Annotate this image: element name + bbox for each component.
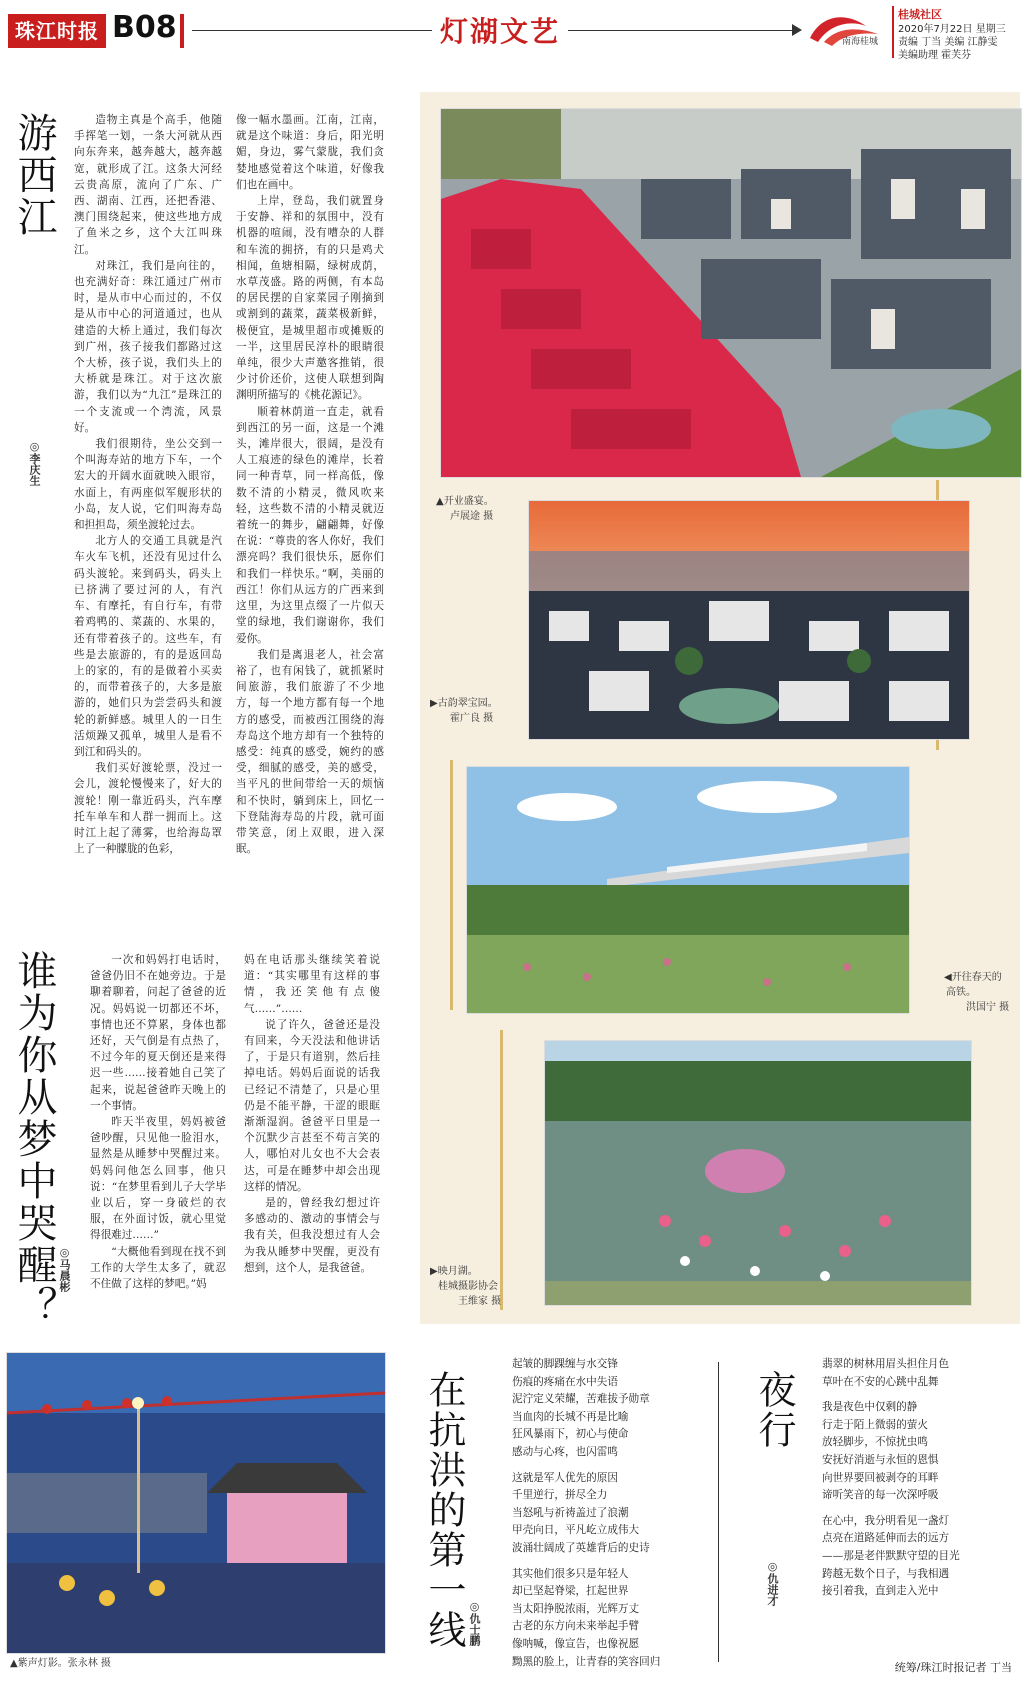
poem-line: 甲壳向日，平凡屹立成伟大 [512, 1524, 640, 1537]
paragraph: 妈在电话那头继续笑着说道：“其实哪里有这样的事情，我还笑他有点傻气……”…… [244, 954, 380, 1015]
caption-credit: 霍广良 摄 [450, 713, 494, 724]
article-column-1 [74, 112, 222, 902]
paragraph: 说了许久，爸爸还是没有回来，今天没法和他讲话了，于是只有道别，然后挂掉电话。妈妈后面说的话我已经记不清楚了，只是心里仍是不能平静，干涩的眼眶渐渐湿润。爸爸平日里是一个沉默少言甚至不苟言笑的人，哪怕对儿女也不大会表达，可是在睡梦中却会出现这样的情况。 [244, 1018, 380, 1193]
poem-stanza [822, 1356, 960, 1391]
poem-line: 伤痕的疼痛在水中失语 [512, 1375, 618, 1388]
assist-line: 美编助理 霍芙芬 [898, 50, 972, 61]
photo-garden [528, 500, 970, 740]
masthead: 珠江时报 [8, 14, 106, 48]
photo-railway [466, 766, 910, 1014]
caption-credit: 卢展途 摄 [450, 511, 494, 522]
article-column-2 [236, 112, 384, 902]
poem-line: 安抚好消逝与永恒的恩惧 [822, 1453, 939, 1466]
article-column-3 [90, 952, 226, 1292]
article-title: 游西江 [11, 112, 57, 238]
poem-stanza [512, 1356, 660, 1462]
paragraph: 造物主真是个高手，他随手挥笔一划，一条大河就从西向东奔来，越奔越大，越奔越宽，就形成了江。这条大河经云贵高原，流向了广东、广西、湖南、江西，还把香港、澳门围绕起来，使这些地方成了鱼米之乡，这个大江叫珠江。 [74, 114, 222, 256]
poem-line: 谛听笑音的每一次深呼吸 [822, 1489, 939, 1502]
logo-text: 南海桂城 [842, 37, 879, 47]
poem-line: 放轻脚步，不惊扰虫鸣 [822, 1436, 928, 1449]
article-title: 谁为你从梦中哭醒？ [11, 950, 57, 1328]
paragraph: “大概他看到现在找不到工作的大学生太多了，就忍不住做了这样的梦吧。”妈 [90, 1245, 226, 1291]
poem-author: ◎仇士鹏 [468, 1600, 481, 1646]
poem-line: 翡翠的树林用眉头担住月色 [822, 1358, 950, 1370]
poem-line: 感动与心疼，也闪雷鸣 [512, 1445, 618, 1458]
photo-caption: ▲紫声灯影。张永林 摄 [10, 1658, 111, 1669]
poem-line: 其实他们很多只是年轻人 [512, 1567, 629, 1580]
header-divider [180, 14, 184, 48]
poem-line: 在心中，我分明看见一盏灯 [822, 1514, 950, 1527]
article-author: ◎马晨彬 [58, 1246, 71, 1292]
poem-line: 古老的东方向未来举起手臂 [512, 1620, 640, 1633]
poem-line: 狂风暴雨下，初心与使命 [512, 1428, 629, 1441]
nanhai-guicheng-logo [806, 8, 886, 54]
caption-line: ◀开往春天的 [944, 972, 1002, 983]
poem-line: 当太阳挣脱浓雨，光辉万丈 [512, 1602, 640, 1615]
poem-line: ——那是老伴默默守望的目光 [822, 1549, 960, 1562]
paragraph: 我们很期待，坐公交到一个叫海寿站的地方下车，一个宏大的开阔水面就映入眼帘，水面上，有两座似军舰形状的小岛，友人说，它们叫海寿岛和担担岛，须坐渡轮过去。 [74, 438, 222, 532]
poem-stanza [822, 1513, 960, 1601]
header-arrow-icon [792, 24, 802, 36]
footer-credit: 统筹/珠江时报记者 丁当 [894, 1661, 1012, 1674]
caption-line: 桂城摄影协会 [438, 1281, 498, 1292]
poem-stanza [822, 1399, 960, 1505]
poem-line: 点亮在道路延伸而去的远方 [822, 1532, 950, 1545]
poem-line: 波涌壮阔成了英雄背后的史诗 [512, 1541, 650, 1554]
paragraph: 一次和妈妈打电话时，爸爸仍旧不在她旁边。于是聊着聊着，问起了爸爸的近况。妈妈说一切都还不坏，事情也还不算累，身体也都还好，天气倒是有点热了，不过今年的夏天倒还是来得迟一些……接着她自己笑了起来，说起爸爸昨天晚上的一个事情。 [90, 954, 226, 1112]
poem-title: 夜行 [752, 1370, 796, 1450]
paragraph: 对珠江，我们是向往的，也充满好奇：珠江通过广州市时，是从市中心而过的，不仅是从市中心的河道通过，也从建造的大桥上通过，我们每次到广州，孩子接我们都路过这个大桥，孩子说，我们头上的大桥就是珠江。对于这次旅游，我们以为“九江”是珠江的一个支流或一个湾流，风景好。 [74, 259, 222, 434]
photo-caption [430, 696, 498, 726]
poem-line: 向世界要回被剥夺的耳畔 [822, 1471, 939, 1484]
paragraph: 北方人的交通工具就是汽车火车飞机，还没有见过什么码头渡轮。来到码头，码头上已挤满了要过河的人，有汽车、有摩托，有自行车，有带着鸡鸭的、菜蔬的、水果的，还有带着孩子的。这些车，有些是去旅游的，有的是返回岛上的家的，有的是做着小买卖的，而带着孩子的，大多是旅游的，她们只为尝尝码头和渡轮的新鲜感。城里人的一日生活烦躁又孤单，城里人是看不到江和码头的。 [74, 535, 222, 758]
poem-line: 黝黑的脸上，让青春的笑容回归 [512, 1655, 661, 1668]
photo-caption [430, 1264, 501, 1309]
poem-line: 当怒吼与祈祷盖过了浪潮 [512, 1506, 629, 1519]
article-column-4 [244, 952, 380, 1292]
header-rule-right [568, 30, 792, 31]
poem-stanza [512, 1470, 660, 1558]
poem-line: 泥泞定义荣耀，苦难拔予勋章 [512, 1393, 650, 1406]
brand-name: 桂城社区 [898, 8, 942, 21]
paragraph: 上岸，登岛，我们就置身于安静、祥和的氛围中，没有机器的喧闹，没有嘈杂的人群和车流的拥挤，有的只是鸡犬相闻，鱼塘相隔，绿树成荫，水草茂盛。路的两侧，有本岛的居民摆的自家菜园子刚摘到或割到的蔬菜，蔬菜极新鲜，极便宜，是城里超市或摊贩的一半，这里居民淳朴的眼睛很单纯，很少大声邀客推销，很少讨价还价，这使人联想到陶渊明所描写的《桃花源记》。 [236, 195, 384, 402]
poem-line: 像呐喊，像宣告，也像祝愿 [512, 1637, 640, 1650]
header-rule-left [192, 30, 432, 31]
page-number: B08 [112, 10, 177, 45]
paragraph: 我们是离退老人，社会富裕了，也有闲钱了，就抓紧时间旅游，我们旅游了不少地方，每一个地方都有每一个地方的感受，而被西江围绕的海寿岛这个地方却有一个独特的感受：纯真的感受，婉约的感受，细腻的感受，美的感受，当平凡的世间带给一天的烦恼和不快时，躺到床上，回忆一下登陆海寿岛的片段，就可面带笑意，闭上双眼，进入深眠。 [236, 648, 384, 856]
paragraph: 像一幅水墨画。江南，江南，就是这个味道：身后，阳光明媚，身边，雾气蒙胧，我们贪婪地感觉着这个味道，好像我们也在画中。 [236, 114, 384, 191]
poem-line: 却已坚起脊梁，扛起世界 [512, 1585, 629, 1598]
poem-line: 接引着我，直到走入光中 [822, 1585, 939, 1598]
poem-body [512, 1356, 660, 1671]
poem-line: 当血肉的长城不再是比喻 [512, 1410, 629, 1423]
section-title: 灯湖文艺 [440, 15, 561, 48]
caption-line: ▶古韵翠宝园。 [430, 698, 498, 709]
poem-line: 起皱的脚踝缠与水交锋 [512, 1358, 618, 1370]
caption-credit: 王维家 摄 [458, 1296, 502, 1307]
photo-lake [544, 1040, 972, 1306]
photo-caption [436, 494, 494, 524]
poem-line: 行走于陌上微弱的萤火 [822, 1418, 928, 1431]
poem-body [822, 1356, 960, 1601]
poem-line: 我是夜色中仅剩的静 [822, 1401, 918, 1414]
poem-line: 跨越无数个日子，与我相遇 [822, 1567, 950, 1580]
paragraph: 昨天半夜里，妈妈被爸爸吵醒，只见他一脸泪水，显然是从睡梦中哭醒过来。妈妈问他怎么回事，他只说：“在梦里看到儿子大学毕业以后，穿一身破烂的衣服，在外面讨饭，就心里觉得很难过……” [90, 1116, 226, 1242]
caption-line: ▲开业盛宴。 [436, 496, 494, 507]
poem-line: 草叶在不安的心跳中乱舞 [822, 1375, 939, 1388]
photo-banquet [440, 108, 1022, 478]
editor-line: 责编 丁当 美编 江静雯 [898, 37, 998, 48]
paragraph: 是的，曾经我幻想过许多感动的、激动的事情会与我有关，但我没想过有人会为我从睡梦中哭醒，更没有想到，这个人，是我爸爸。 [244, 1197, 380, 1274]
paragraph: 我们买好渡轮票，没过一会儿，渡轮慢慢来了，好大的渡轮！刚一靠近码头，汽车摩托车单车和人群一拥而上。这时江上起了薄雾，也给海岛罩上了一种朦胧的色彩， [74, 762, 222, 856]
caption-credit: 洪国宁 摄 [966, 1002, 1010, 1013]
photo-caption [944, 970, 1009, 1015]
date-line: 2020年7月22日 星期三 [898, 24, 1006, 35]
column-separator [718, 1362, 719, 1662]
poem-author: ◎仇进才 [766, 1560, 779, 1606]
article-author: ◎李庆生 [28, 440, 41, 486]
photo-lanterns [6, 1352, 386, 1654]
poem-title: 在抗洪的第一线 [422, 1370, 466, 1650]
poem-stanza [512, 1566, 660, 1672]
gold-accent-line [450, 760, 453, 1010]
header-info-divider [892, 6, 894, 58]
paragraph: 顺着林荫道一直走，就看到西江的另一面，这是一个滩头，滩岸很大，很阔，是没有人工痕迹的绿色的滩岸，长着同一种青草，同一样高低，像数不清的小精灵，微风吹来轻，这些数不清的小精灵就迈着统一的舞步，翩翩舞，好像在说：“尊贵的客人你好，我们漂亮吗？我们很快乐，愿你们和我们一样快乐。”啊，美丽的西江！你们从远方的广西来到这里，为这里点缀了一片似天堂的绿地，我们谢谢你，我们爱你。 [236, 405, 384, 645]
caption-line: ▶映月湖。 [430, 1266, 478, 1277]
poem-line: 千里逆行，拼尽全力 [512, 1489, 608, 1502]
caption-line: 高铁。 [946, 987, 976, 998]
poem-line: 这就是军人优先的原因 [512, 1471, 618, 1484]
